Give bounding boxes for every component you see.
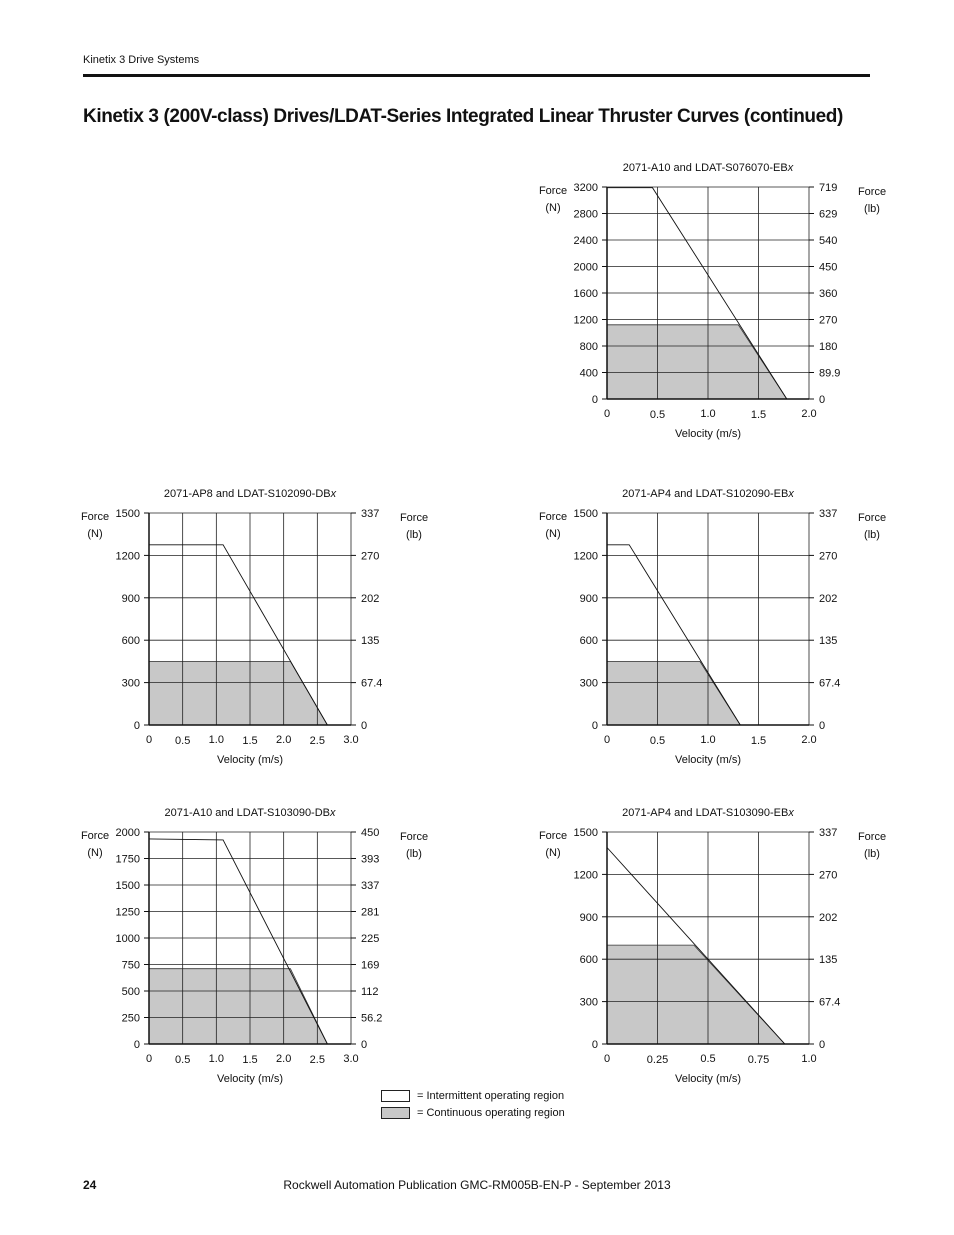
- chart-title-main: 2071-AP4 and LDAT-S103090-EB: [622, 807, 789, 819]
- y-tick-label-left: 300: [121, 677, 140, 690]
- y-tick-label-right: 360: [819, 288, 838, 300]
- legend-label-continuous: = Continuous operating region: [417, 1106, 565, 1119]
- y-tick-label-right: 112: [361, 986, 379, 998]
- x-tick-label: 2.5: [309, 1054, 325, 1066]
- y-tick-label-left: 0: [591, 394, 598, 406]
- x-tick-label: 1.0: [700, 734, 716, 746]
- chart-title-main: 2071-AP8 and LDAT-S102090-DB: [163, 488, 331, 500]
- y-tick-label-right: 0: [361, 1039, 368, 1051]
- y-tick-label-left: 2000: [115, 827, 140, 839]
- y-tick-label-left: 3200: [573, 182, 598, 194]
- y-axis-label-right-unit: (lb): [864, 848, 880, 860]
- chart-title: [622, 488, 794, 500]
- y-tick-label-left: 900: [579, 592, 598, 605]
- y-tick-label-left: 2400: [573, 235, 598, 247]
- y-tick-label-right: 89.9: [819, 367, 841, 380]
- y-axis-label-left: Force: [538, 185, 568, 197]
- y-tick-label-left: 1750: [115, 853, 140, 866]
- y-axis-label-left-unit: (N): [87, 847, 103, 859]
- y-tick-label-right: 270: [819, 869, 838, 882]
- x-tick-label: 2.0: [801, 734, 817, 746]
- legend-item-continuous: [381, 1104, 565, 1121]
- y-tick-label-right: 450: [819, 261, 838, 274]
- y-axis-label-right-unit: (lb): [864, 203, 880, 215]
- x-tick-label: 1.0: [801, 1053, 817, 1065]
- y-tick-label-left: 1200: [573, 550, 598, 563]
- chart-title-main: 2071-A10 and LDAT-S076070-EB: [622, 162, 788, 174]
- x-tick-label: 0: [603, 408, 611, 420]
- y-tick-label-left: 900: [121, 592, 140, 605]
- y-tick-label-left: 1200: [573, 869, 598, 882]
- y-tick-label-left: 1250: [115, 906, 140, 919]
- chart-title-suffix: x: [788, 488, 794, 500]
- y-axis-label-left-unit: (N): [545, 202, 561, 214]
- chart-title: [622, 807, 794, 819]
- y-tick-label-left: 1500: [115, 880, 140, 892]
- y-tick-label-right: 135: [819, 954, 838, 967]
- y-axis-label-right-unit: (lb): [406, 848, 422, 860]
- y-tick-label-right: 281: [361, 906, 380, 919]
- y-tick-label-left: 600: [579, 954, 598, 967]
- y-axis-label-right: Force: [857, 512, 887, 524]
- x-tick-label: 1.0: [208, 1053, 224, 1065]
- y-tick-label-left: 0: [133, 1039, 140, 1051]
- x-tick-label: 0: [603, 734, 611, 746]
- continuous-region: [607, 325, 787, 399]
- y-axis-label-left: Force: [538, 511, 568, 523]
- chart-title-main: 2071-AP4 and LDAT-S102090-EB: [622, 488, 789, 500]
- y-tick-label-left: 750: [121, 959, 140, 972]
- x-tick-label: 2.0: [801, 408, 817, 420]
- y-tick-label-right: 270: [819, 550, 838, 563]
- x-tick-label: 0.5: [175, 1054, 191, 1066]
- y-tick-label-left: 0: [133, 720, 140, 732]
- chart-title-suffix: x: [330, 488, 337, 500]
- y-tick-label-right: 270: [361, 550, 380, 563]
- y-tick-label-right: 270: [819, 314, 838, 327]
- x-tick-label: 1.5: [242, 735, 258, 747]
- y-tick-label-left: 2000: [573, 261, 598, 274]
- x-axis-label: Velocity (m/s): [216, 1073, 284, 1085]
- y-tick-label-right: 540: [819, 235, 838, 247]
- y-tick-label-left: 900: [579, 911, 598, 924]
- y-tick-label-left: 1200: [573, 314, 598, 327]
- y-tick-label-right: 202: [819, 911, 838, 924]
- chart-force-velocity-a10-s103090-db: [74, 800, 429, 1100]
- y-tick-label-right: 0: [819, 394, 826, 406]
- y-tick-label-right: 337: [361, 508, 380, 520]
- y-tick-label-right: 67.4: [819, 996, 841, 1009]
- chart-title-main: 2071-A10 and LDAT-S103090-DB: [164, 807, 331, 819]
- y-tick-label-left: 400: [579, 367, 598, 380]
- y-axis-label-right: Force: [399, 831, 429, 843]
- y-axis-label-right: Force: [399, 512, 429, 524]
- y-tick-label-right: 135: [819, 635, 838, 648]
- y-axis-label-left: Force: [80, 830, 110, 842]
- x-axis-label: Velocity (m/s): [674, 754, 742, 766]
- y-tick-label-left: 1500: [573, 508, 598, 520]
- continuous-region: [149, 969, 327, 1044]
- x-tick-label: 1.5: [750, 409, 767, 421]
- chart-force-velocity-a10-s076070-eb: [532, 155, 887, 455]
- x-tick-label: 2.5: [309, 735, 325, 747]
- y-tick-label-right: 180: [819, 341, 838, 353]
- y-tick-label-left: 1500: [573, 827, 598, 839]
- chart-force-velocity-ap4-s103090-eb: [532, 800, 887, 1100]
- y-tick-label-left: 1200: [115, 550, 140, 563]
- y-tick-label-right: 0: [819, 720, 826, 732]
- y-tick-label-right: 225: [361, 933, 380, 945]
- x-tick-label: 0: [145, 734, 153, 746]
- x-tick-label: 1.5: [750, 735, 767, 747]
- x-tick-label: 3.0: [343, 734, 359, 746]
- x-tick-label: 0.25: [646, 1054, 669, 1066]
- y-tick-label-left: 300: [579, 677, 598, 690]
- chart-title-suffix: x: [788, 807, 794, 819]
- y-tick-label-right: 202: [819, 592, 838, 605]
- y-tick-label-left: 0: [591, 720, 598, 732]
- y-tick-label-left: 250: [121, 1012, 140, 1025]
- x-tick-label: 0.5: [175, 735, 191, 747]
- x-tick-label: 0.5: [649, 735, 666, 747]
- y-tick-label-right: 67.4: [361, 677, 383, 690]
- y-axis-label-right-unit: (lb): [864, 529, 880, 541]
- y-tick-label-right: 337: [819, 508, 838, 520]
- y-tick-label-right: 135: [361, 635, 380, 648]
- y-axis-label-left-unit: (N): [545, 528, 561, 540]
- y-tick-label-right: 0: [361, 720, 368, 732]
- y-tick-label-left: 2800: [573, 208, 598, 221]
- y-tick-label-right: 629: [819, 208, 838, 221]
- header-section-label: Kinetix 3 Drive Systems: [83, 54, 200, 66]
- y-tick-label-right: 67.4: [819, 677, 841, 690]
- y-tick-label-left: 1000: [115, 933, 140, 945]
- y-tick-label-left: 0: [591, 1039, 598, 1051]
- y-tick-label-right: 0: [819, 1039, 826, 1051]
- y-tick-label-left: 600: [579, 635, 598, 648]
- continuous-region: [149, 661, 327, 725]
- y-axis-label-left-unit: (N): [87, 528, 103, 540]
- y-tick-label-right: 337: [819, 827, 838, 839]
- x-tick-label: 1.0: [208, 734, 224, 746]
- x-tick-label: 0.75: [747, 1054, 770, 1066]
- header-rule: [83, 74, 870, 77]
- y-tick-label-left: 1500: [115, 508, 140, 520]
- y-tick-label-left: 1600: [573, 288, 598, 300]
- chart-title: [623, 162, 794, 174]
- footer-publication: Rockwell Automation Publication GMC-RM005B-EN-P - September 2013: [283, 1178, 671, 1192]
- y-tick-label-right: 202: [361, 592, 380, 605]
- x-tick-label: 0: [145, 1053, 153, 1065]
- y-axis-label-left-unit: (N): [545, 847, 561, 859]
- x-tick-label: 1.5: [242, 1054, 258, 1066]
- y-tick-label-left: 800: [579, 341, 598, 353]
- y-tick-label-left: 500: [121, 986, 140, 998]
- chart-force-velocity-ap4-s102090-eb: [532, 481, 887, 781]
- x-tick-label: 0.5: [649, 409, 666, 421]
- page-title: Kinetix 3 (200V-class) Drives/LDAT-Series Integrated Linear Thruster Curves (continued): [83, 106, 843, 127]
- y-tick-label-right: 393: [361, 853, 380, 866]
- x-tick-label: 0: [603, 1053, 611, 1065]
- chart-title-suffix: x: [787, 162, 794, 174]
- y-tick-label-left: 600: [121, 635, 140, 648]
- x-axis-label: Velocity (m/s): [216, 754, 284, 766]
- x-tick-label: 1.0: [700, 408, 716, 420]
- y-tick-label-right: 169: [361, 959, 380, 972]
- legend: [381, 1087, 565, 1121]
- chart-title: [164, 807, 336, 819]
- y-tick-label-right: 337: [361, 880, 380, 892]
- legend-label-intermittent: = Intermittent operating region: [417, 1089, 565, 1102]
- chart-force-velocity-ap8-s102090-db: [74, 481, 429, 781]
- x-tick-label: 2.0: [276, 734, 292, 746]
- y-axis-label-right-unit: (lb): [406, 529, 422, 541]
- legend-item-intermittent: [381, 1087, 565, 1104]
- y-tick-label-right: 56.2: [361, 1012, 383, 1025]
- y-axis-label-left: Force: [538, 830, 568, 842]
- y-axis-label-left: Force: [80, 511, 110, 523]
- x-tick-label: 0.5: [700, 1053, 716, 1065]
- footer-page-number: 24: [83, 1178, 97, 1192]
- chart-title: [164, 488, 337, 500]
- y-tick-label-right: 450: [361, 827, 380, 839]
- legend-swatch-continuous: [381, 1107, 410, 1119]
- y-tick-label-right: 719: [819, 182, 838, 194]
- y-axis-label-right: Force: [857, 186, 887, 198]
- x-axis-label: Velocity (m/s): [674, 1073, 742, 1085]
- x-axis-label: Velocity (m/s): [674, 428, 742, 440]
- x-tick-label: 3.0: [343, 1053, 359, 1065]
- y-tick-label-left: 300: [579, 996, 598, 1009]
- y-axis-label-right: Force: [857, 831, 887, 843]
- legend-swatch-intermittent: [381, 1090, 410, 1102]
- x-tick-label: 2.0: [276, 1053, 292, 1065]
- chart-title-suffix: x: [330, 807, 336, 819]
